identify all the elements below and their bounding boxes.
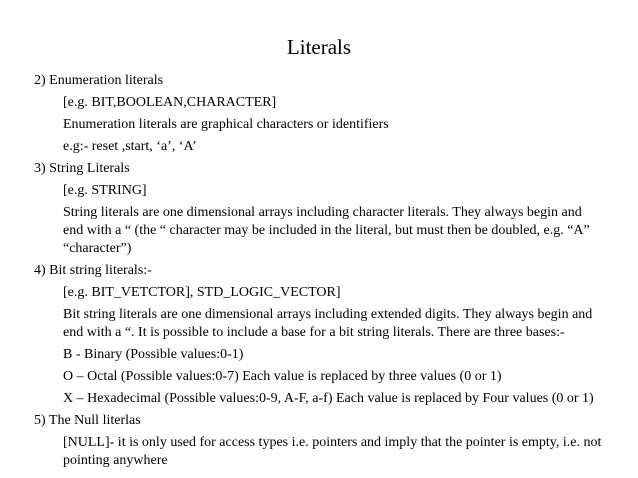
- list-item: [NULL]- it is only used for access types i.e. pointers and imply that the pointer is empty, i.e. not pointing anywhere: [63, 435, 602, 468]
- list-item: String literals are one dimensional arrays including character literals. They always begin and end with a “ (the “ character may be included in the literal, but must then be doubled, e.g. “A” “character”): [63, 205, 590, 256]
- list-item: 4) Bit string literals:-: [34, 263, 152, 278]
- list-item: [e.g. BIT_VETCTOR], STD_LOGIC_VECTOR]: [63, 285, 341, 300]
- list-item: [e.g. STRING]: [63, 183, 147, 198]
- list-item: 2) Enumeration literals: [34, 73, 164, 88]
- list-item: 3) String Literals: [34, 161, 130, 176]
- list-item: X – Hexadecimal (Possible values:0-9, A-F, a-f) Each value is replaced by Four values (0 or 1): [63, 391, 594, 406]
- list-item: Bit string literals are one dimensional arrays including extended digits. They always begin and end with a “. It is possible to include a base for a bit string literals. There are three bases:-: [63, 307, 593, 340]
- slide-content: [34, 72, 602, 474]
- list-item: Enumeration literals are graphical characters or identifiers: [63, 117, 389, 132]
- list-item: B - Binary (Possible values:0-1): [63, 347, 244, 362]
- list-item: 5) The Null literlas: [34, 413, 141, 428]
- list-item: O – Octal (Possible values:0-7) Each value is replaced by three values (0 or 1): [63, 369, 502, 384]
- slide-title: Literals: [286, 35, 352, 59]
- list-item: [e.g. BIT,BOOLEAN,CHARACTER]: [63, 95, 277, 110]
- list-item: e.g:- reset ,start, ‘a’, ‘A’: [63, 139, 197, 154]
